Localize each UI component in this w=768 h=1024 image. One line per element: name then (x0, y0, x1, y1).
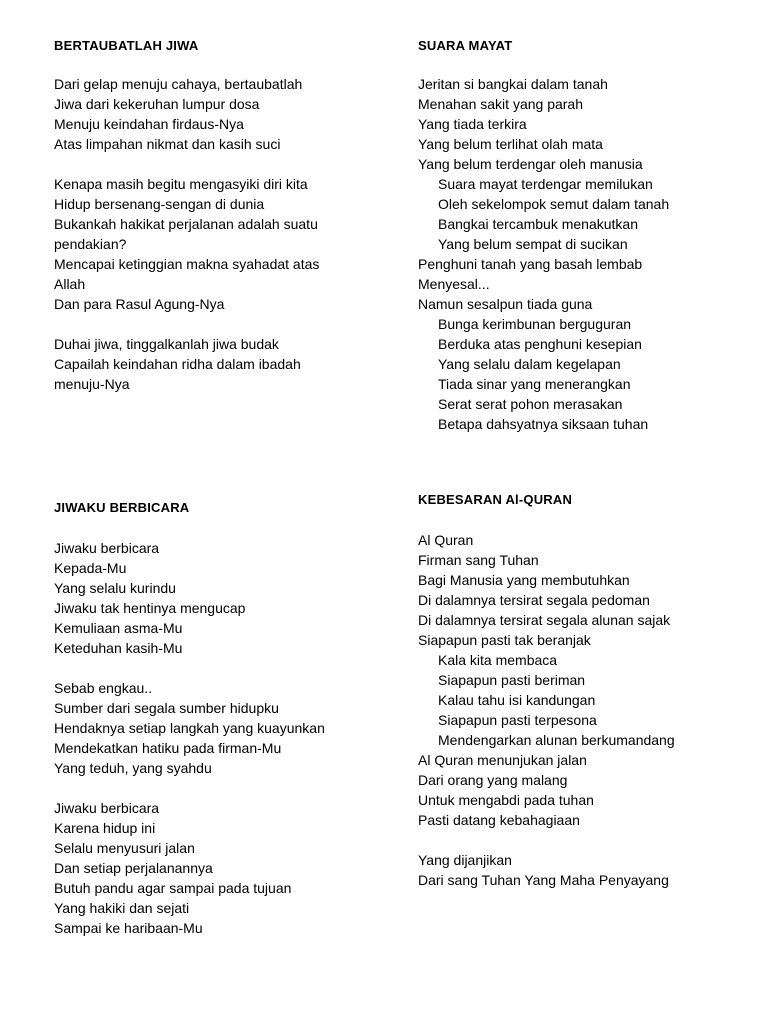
poem-line: Menuju keindahan firdaus-Nya (54, 116, 244, 132)
poem-line: Untuk mengabdi pada tuhan (418, 792, 594, 808)
poem-body (418, 530, 748, 890)
poem-line: Namun sesalpun tiada guna (418, 296, 593, 312)
stanza-break (54, 154, 384, 174)
poem-line: Betapa dahsyatnya siksaan tuhan (438, 416, 649, 432)
poem-line: Mendekatkan hatiku pada firman-Mu (54, 740, 282, 756)
poem-line: Berduka atas penghuni kesepian (438, 336, 642, 352)
poem-line: Di dalamnya tersirat segala pedoman (418, 592, 650, 608)
poem-line: Hendaknya setiap langkah yang kuayunkan (54, 720, 325, 736)
poem-line: Kala kita membaca (438, 652, 558, 668)
poem-line: Yang teduh, yang syahdu (54, 760, 212, 776)
poem-line: Al Quran (418, 532, 474, 548)
poem-line: Karena hidup ini (54, 820, 156, 836)
poem-jiwaku-berbicara (54, 499, 384, 938)
poem-line: Jiwaku tak hentinya mengucap (54, 600, 246, 616)
poem-line: Penghuni tanah yang basah lembab (418, 256, 643, 272)
poem-line: Pasti datang kebahagiaan (418, 812, 580, 828)
stanza-break (54, 658, 384, 678)
poem-line: Sebab engkau.. (54, 680, 153, 696)
poem-title: JIWAKU BERBICARA (54, 500, 190, 515)
poem-line: Serat serat pohon merasakan (438, 396, 623, 412)
poem-line: Tiada sinar yang menerangkan (438, 376, 631, 392)
poem-line: Dari sang Tuhan Yang Maha Penyayang (418, 872, 669, 888)
poem-line: Selalu menyusuri jalan (54, 840, 195, 856)
poem-line: Butuh pandu agar sampai pada tujuan (54, 880, 292, 896)
poem-body (54, 74, 384, 394)
poem-line: Bunga kerimbunan berguguran (438, 316, 632, 332)
poem-line: Jiwa dari kekeruhan lumpur dosa (54, 96, 260, 112)
poem-line: Dari orang yang malang (418, 772, 568, 788)
poem-title: SUARA MAYAT (418, 38, 513, 53)
poem-line: Yang dijanjikan (418, 852, 512, 868)
poem-line: Al Quran menunjukan jalan (418, 752, 587, 768)
poem-line: Kenapa masih begitu mengasyiki diri kita (54, 176, 308, 192)
poem-line: Menahan sakit yang parah (418, 96, 583, 112)
poem-line: Mencapai ketinggian makna syahadat atas (54, 256, 320, 272)
poem-line: Capailah keindahan ridha dalam ibadah (54, 356, 301, 372)
poem-kebesaran-al-quran (418, 491, 748, 890)
poem-line: Kemuliaan asma-Mu (54, 620, 183, 636)
stanza-break (418, 830, 748, 850)
poem-line: Suara mayat terdengar memilukan (438, 176, 653, 192)
poem-line: Bangkai tercambuk menakutkan (438, 216, 638, 232)
poem-line: Yang belum sempat di sucikan (438, 236, 628, 252)
poem-line: Allah (54, 276, 86, 292)
poem-line: Keteduhan kasih-Mu (54, 640, 183, 656)
poem-line: pendakian? (54, 236, 127, 252)
stanza-break (54, 314, 384, 334)
poem-body (54, 538, 384, 938)
poem-line: Yang selalu dalam kegelapan (438, 356, 621, 372)
poem-line: Yang belum terdengar oleh manusia (418, 156, 643, 172)
poem-line: Duhai jiwa, tinggalkanlah jiwa budak (54, 336, 279, 352)
poem-line: Sampai ke haribaan-Mu (54, 920, 203, 936)
poem-line: Jiwaku berbicara (54, 800, 160, 816)
poem-line: Yang hakiki dan sejati (54, 900, 190, 916)
poem-line: Jeritan si bangkai dalam tanah (418, 76, 608, 92)
poem-line: Firman sang Tuhan (418, 552, 539, 568)
poem-line: Oleh sekelompok semut dalam tanah (438, 196, 670, 212)
poem-suara-mayat (418, 37, 748, 434)
poem-line: Bagi Manusia yang membutuhkan (418, 572, 630, 588)
poem-line: Siapapun pasti tak beranjak (418, 632, 591, 648)
poem-line: Di dalamnya tersirat segala alunan sajak (418, 612, 671, 628)
poem-line: Mendengarkan alunan berkumandang (438, 732, 675, 748)
poem-bertaubatlah-jiwa (54, 37, 384, 394)
poem-line: Kalau tahu isi kandungan (438, 692, 596, 708)
poem-title: BERTAUBATLAH JIWA (54, 38, 199, 53)
poem-line: Kepada-Mu (54, 560, 127, 576)
poem-line: Bukankah hakikat perjalanan adalah suatu (54, 216, 318, 232)
poem-line: Dan para Rasul Agung-Nya (54, 296, 225, 312)
poem-line: Sumber dari segala sumber hidupku (54, 700, 279, 716)
poem-line: Yang belum terlihat olah mata (418, 136, 603, 152)
poem-line: Jiwaku berbicara (54, 540, 160, 556)
poem-line: Hidup bersenang-sengan di dunia (54, 196, 265, 212)
poem-line: Yang selalu kurindu (54, 580, 176, 596)
poem-line: Atas limpahan nikmat dan kasih suci (54, 136, 281, 152)
poem-body (418, 74, 748, 434)
poem-title: KEBESARAN Al-QURAN (418, 492, 573, 507)
poem-line: Yang tiada terkira (418, 116, 527, 132)
poem-line: Siapapun pasti terpesona (438, 712, 597, 728)
poem-line: Siapapun pasti beriman (438, 672, 586, 688)
poem-line: Dari gelap menuju cahaya, bertaubatlah (54, 76, 303, 92)
stanza-break (54, 778, 384, 798)
poem-line: Menyesal... (418, 276, 490, 292)
poem-line: Dan setiap perjalanannya (54, 860, 213, 876)
poem-line: menuju-Nya (54, 376, 130, 392)
